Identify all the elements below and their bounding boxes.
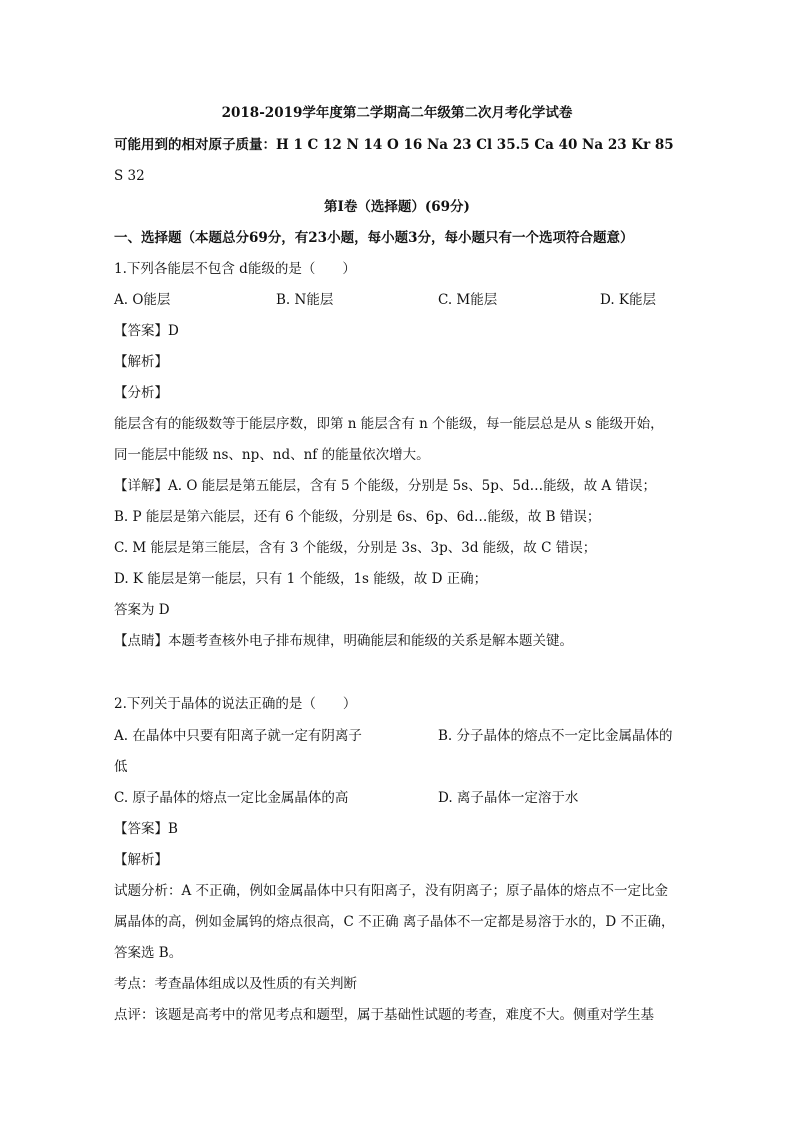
q2-kaodian: 考点：考查晶体组成以及性质的有关判断 bbox=[114, 976, 357, 992]
q2-analysis-line-1: 试题分析：A 不正确，例如金属晶体中只有阳离子，没有阴离子；原子晶体的熔点不一定比金 bbox=[114, 883, 669, 899]
q2-option-c: C. 原子晶体的熔点一定比金属晶体的高 bbox=[114, 790, 349, 806]
q1-option-a: A. O能层 bbox=[114, 292, 171, 308]
q1-option-c: C. M能层 bbox=[438, 292, 498, 308]
q1-stem: 1.下列各能层不包含 d能级的是（ ） bbox=[114, 261, 356, 277]
q1-answer: 【答案】D bbox=[114, 323, 179, 339]
atomic-mass-line-2: S 32 bbox=[114, 168, 145, 184]
q2-option-b: B. 分子晶体的熔点不一定比金属晶体的 bbox=[438, 728, 673, 744]
q2-analysis-label: 【解析】 bbox=[114, 852, 168, 868]
exam-title: 2018-2019学年度第二学期高二年级第二次月考化学试卷 bbox=[221, 105, 573, 121]
q1-detail-line-2: B. P 能层是第六能层，还有 6 个能级，分别是 6s、6p、6d…能级，故 B 错误； bbox=[114, 509, 601, 525]
q1-option-d: D. K能层 bbox=[600, 292, 657, 308]
section-instruction: 一、选择题（本题总分69分，有23小题，每小题3分，每小题只有一个选项符合题意） bbox=[114, 230, 634, 246]
q1-tip: 【点睛】本题考查核外电子排布规律，明确能层和能级的关系是解本题关键。 bbox=[114, 633, 573, 649]
q1-fenxi-line-1: 能层含有的能级数等于能层序数，即第 n 能层含有 n 个能级，每一能层总是从 s 能级开始， bbox=[114, 416, 664, 432]
q1-option-b: B. N能层 bbox=[276, 292, 334, 308]
q2-option-a: A. 在晶体中只要有阳离子就一定有阴离子 bbox=[114, 728, 362, 744]
q1-detail-line-1: 【详解】A. O 能层是第五能层，含有 5 个能级，分别是 5s、5p、5d…能级，故 A 错误； bbox=[114, 478, 656, 494]
q2-analysis-line-3: 答案选 B。 bbox=[114, 945, 183, 961]
q1-fenxi-label: 【分析】 bbox=[114, 385, 168, 401]
q1-detail-line-3: C. M 能层是第三能层，含有 3 个能级，分别是 3s、3p、3d 能级，故 C 错误； bbox=[114, 540, 597, 556]
q2-stem: 2.下列关于晶体的说法正确的是（ ） bbox=[114, 696, 357, 712]
q1-analysis-label: 【解析】 bbox=[114, 354, 168, 370]
q1-fenxi-line-2: 同一能层中能级 ns、np、nd、nf 的能量依次增大。 bbox=[114, 447, 430, 463]
q1-detail-line-4: D. K 能层是第一能层，只有 1 个能级，1s 能级，故 D 正确； bbox=[114, 571, 488, 587]
q2-analysis-line-2: 属晶体的高，例如金属钨的熔点很高，C 不正确 离子晶体不一定都是易溶于水的，D 不正确， bbox=[114, 914, 675, 930]
q2-dianping: 点评：该题是高考中的常见考点和题型，属于基础性试题的考查，难度不大。侧重对学生基 bbox=[114, 1007, 654, 1023]
q2-option-b-continued: 低 bbox=[114, 759, 128, 775]
q2-answer: 【答案】B bbox=[114, 821, 178, 837]
q2-option-d: D. 离子晶体一定溶于水 bbox=[438, 790, 579, 806]
q1-final-answer: 答案为 D bbox=[114, 602, 170, 618]
atomic-mass-line-1: 可能用到的相对原子质量：H 1 C 12 N 14 O 16 Na 23 Cl 35.5 Ca 40 Na 23 Kr 85 bbox=[114, 137, 674, 153]
section-title: 第I卷（选择题）(69分) bbox=[324, 199, 470, 215]
